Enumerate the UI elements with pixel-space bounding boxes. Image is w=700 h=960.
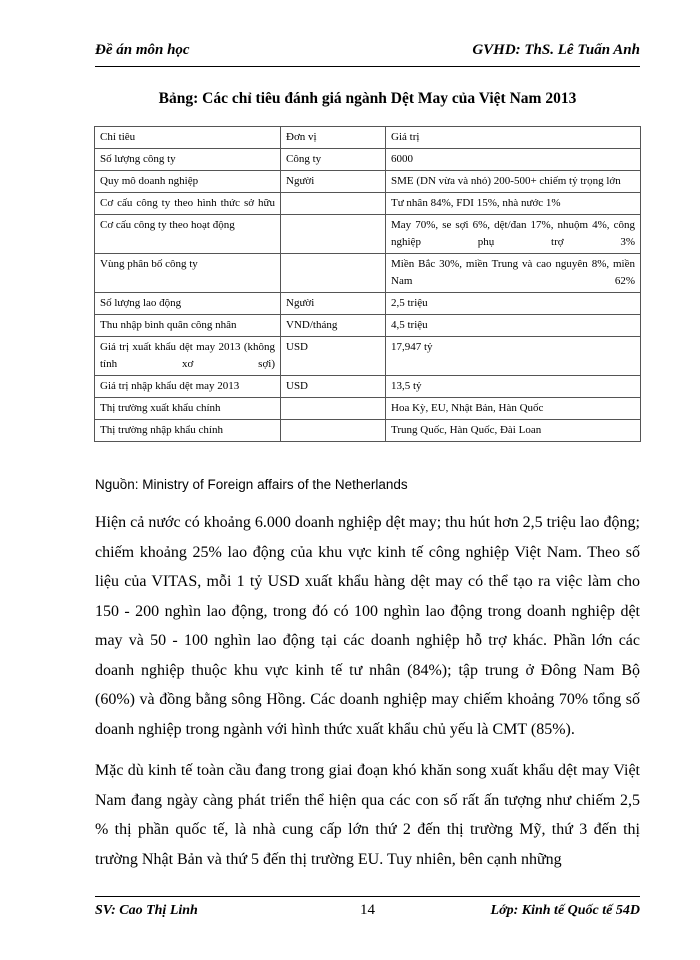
unit-cell (281, 193, 386, 215)
header-course: Đề án môn học (95, 42, 190, 58)
column-header-indicator: Chỉ tiêu (95, 127, 281, 149)
page-header (95, 36, 640, 67)
table-row (95, 254, 641, 293)
unit-cell: USD (281, 337, 386, 376)
indicator-cell: Vùng phân bố công ty (95, 254, 281, 293)
unit-cell: VND/tháng (281, 315, 386, 337)
footer-class: Lớp: Kinh tế Quốc tế 54D (490, 903, 640, 918)
unit-cell: Công ty (281, 149, 386, 171)
table-row (95, 171, 641, 193)
value-cell: 17,947 tỷ (386, 337, 641, 376)
unit-cell: Người (281, 171, 386, 193)
indicator-cell: Cơ cấu công ty theo hoạt động (95, 215, 281, 254)
value-cell: 13,5 tỷ (386, 376, 641, 398)
table-row (95, 149, 641, 171)
value-cell: May 70%, se sợi 6%, dệt/đan 17%, nhuộm 4%, công nghiệp phụ trợ 3% (386, 215, 641, 254)
table-title: Bảng: Các chỉ tiêu đánh giá ngành Dệt May của Việt Nam 2013 (158, 90, 577, 107)
unit-cell (281, 215, 386, 254)
body-paragraph-2: Mặc dù kinh tế toàn cầu đang trong giai đoạn khó khăn song xuất khẩu dệt may Việt Nam đang ngày càng phát triển thể hiện qua các con số rất ấn tượng như chiếm 2,5 % thị phần quốc tế, là nhà cung cấp lớn thứ 2 đến thị trường Mỹ, thứ 3 đến thị trường Nhật Bản và thứ 5 đến thị trường EU. Tuy nhiên, bên cạnh những (95, 762, 640, 868)
column-header-value: Giá trị (386, 127, 641, 149)
footer-student: SV: Cao Thị Linh (95, 903, 198, 918)
value-cell: SME (DN vừa và nhỏ) 200-500+ chiếm tỷ trọng lớn (386, 171, 641, 193)
indicator-cell: Quy mô doanh nghiệp (95, 171, 281, 193)
value-cell: Miền Bắc 30%, miền Trung và cao nguyên 8%, miền Nam 62% (386, 254, 641, 293)
table-row (95, 420, 641, 442)
body-paragraph-1: Hiện cả nước có khoảng 6.000 doanh nghiệp dệt may; thu hút hơn 2,5 triệu lao động; chiếm khoảng 25% lao động của khu vực kinh tế công nghiệp Việt Nam. Theo số liệu của VITAS, mỗi 1 tỷ USD xuất khẩu hàng dệt may có thể tạo ra việc làm cho 150 - 200 nghìn lao động, trong đó có 100 nghìn lao động trong doanh nghiệp dệt may và 50 - 100 nghìn lao động tại các doanh nghiệp hỗ trợ khác. Phần lớn các doanh nghiệp thuộc khu vực kinh tế tư nhân (84%); tập trung ở Đông Nam Bộ (60%) và đồng bằng sông Hồng. Các doanh nghiệp may chiếm khoảng 70% tổng số doanh nghiệp trong ngành với hình thức xuất khẩu chủ yếu là CMT (85%). (95, 514, 640, 738)
value-cell: Hoa Kỳ, EU, Nhật Bản, Hàn Quốc (386, 398, 641, 420)
indicator-cell: Giá trị nhập khẩu dệt may 2013 (95, 376, 281, 398)
page-number: 14 (360, 902, 375, 918)
indicator-cell: Thu nhập bình quân công nhân (95, 315, 281, 337)
table-row (95, 376, 641, 398)
indicator-cell: Thị trường xuất khẩu chính (95, 398, 281, 420)
unit-cell (281, 254, 386, 293)
table-row (95, 315, 641, 337)
table-header-row (95, 127, 641, 149)
table-row (95, 293, 641, 315)
value-cell: 2,5 triệu (386, 293, 641, 315)
value-cell: 6000 (386, 149, 641, 171)
indicator-cell: Số lượng lao động (95, 293, 281, 315)
indicator-cell: Cơ cấu công ty theo hình thức sở hữu (95, 193, 281, 215)
table-row (95, 193, 641, 215)
indicator-cell: Thị trường nhập khẩu chính (95, 420, 281, 442)
unit-cell: USD (281, 376, 386, 398)
unit-cell (281, 420, 386, 442)
page-footer (95, 896, 640, 923)
table-row (95, 337, 641, 376)
textile-indicators-table (94, 126, 641, 442)
header-supervisor: GVHD: ThS. Lê Tuấn Anh (472, 42, 640, 58)
table-source: Nguồn: Ministry of Foreign affairs of the Netherlands (95, 477, 408, 492)
table-row (95, 398, 641, 420)
indicator-cell: Số lượng công ty (95, 149, 281, 171)
value-cell: 4,5 triệu (386, 315, 641, 337)
unit-cell: Người (281, 293, 386, 315)
unit-cell (281, 398, 386, 420)
table-row (95, 215, 641, 254)
value-cell: Tư nhân 84%, FDI 15%, nhà nước 1% (386, 193, 641, 215)
indicator-cell: Giá trị xuất khẩu dệt may 2013 (không tính xơ sợi) (95, 337, 281, 376)
value-cell: Trung Quốc, Hàn Quốc, Đài Loan (386, 420, 641, 442)
column-header-unit: Đơn vị (281, 127, 386, 149)
